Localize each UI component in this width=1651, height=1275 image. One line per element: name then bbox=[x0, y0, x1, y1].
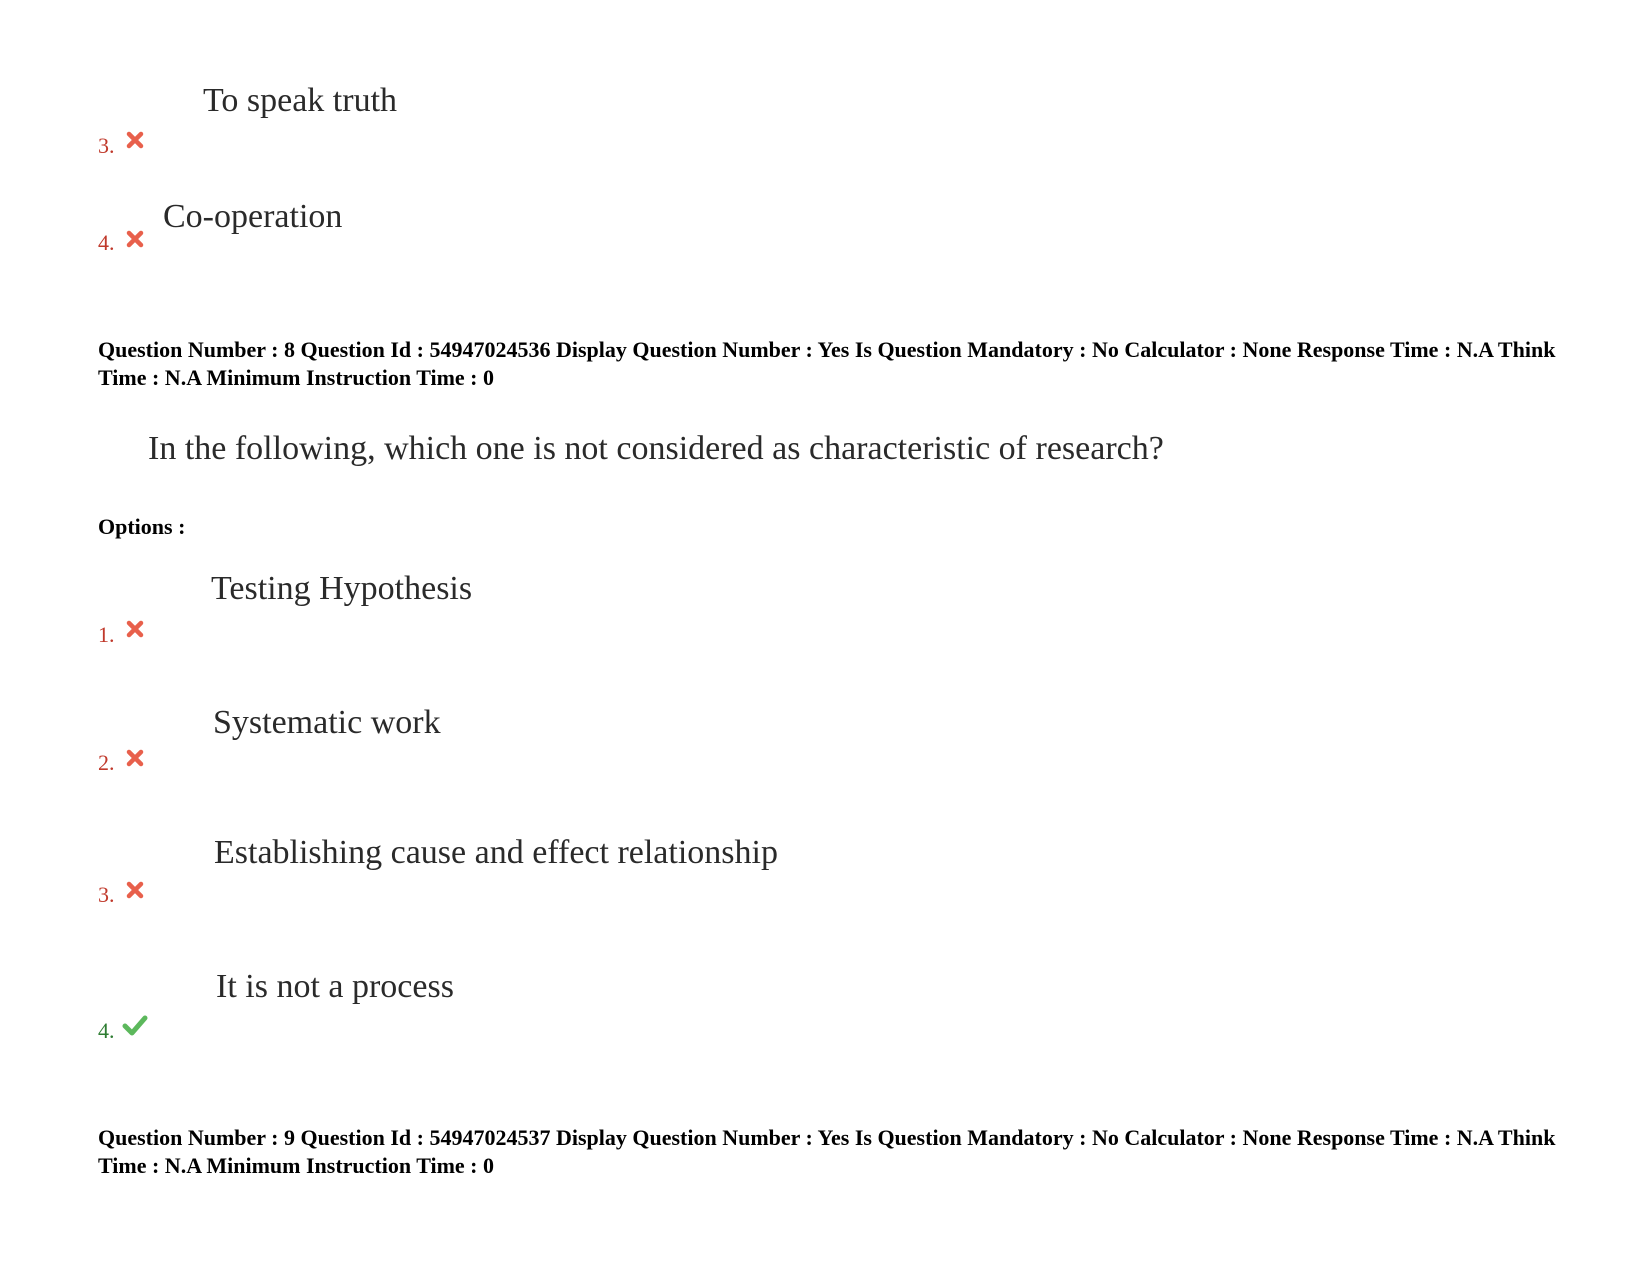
option-number: 4. bbox=[98, 1018, 115, 1043]
option-text: Co-operation bbox=[163, 198, 343, 235]
option-number: 1. bbox=[98, 622, 115, 647]
options-label: Options : bbox=[98, 514, 186, 539]
question-8-meta: Question Number : 8 Question Id : 54947024536 Display Question Number : Yes Is Question Mandatory : No Calculator : None Response Time : N.A Think Time : N.A Minimum Instruction Time : 0 bbox=[98, 337, 1556, 390]
option-number: 3. bbox=[98, 133, 115, 158]
option-text: Testing Hypothesis bbox=[211, 570, 473, 607]
option-text: To speak truth bbox=[203, 82, 398, 119]
question-8-text: In the following, which one is not considered as characteristic of research? bbox=[148, 430, 1164, 467]
option-number: 3. bbox=[98, 882, 115, 907]
option-number: 4. bbox=[98, 230, 115, 255]
option-text: It is not a process bbox=[216, 968, 454, 1005]
cross-icon bbox=[126, 749, 144, 767]
cross-icon bbox=[126, 131, 144, 149]
option-number: 2. bbox=[98, 750, 115, 775]
option-text: Establishing cause and effect relationship bbox=[214, 834, 778, 871]
cross-icon bbox=[126, 230, 144, 248]
question-9-meta: Question Number : 9 Question Id : 54947024537 Display Question Number : Yes Is Question Mandatory : No Calculator : None Response Time : N.A Think Time : N.A Minimum Instruction Time : 0 bbox=[98, 1125, 1556, 1178]
cross-icon bbox=[126, 620, 144, 638]
check-icon bbox=[122, 1014, 148, 1036]
cross-icon bbox=[126, 881, 144, 899]
option-text: Systematic work bbox=[213, 704, 441, 741]
